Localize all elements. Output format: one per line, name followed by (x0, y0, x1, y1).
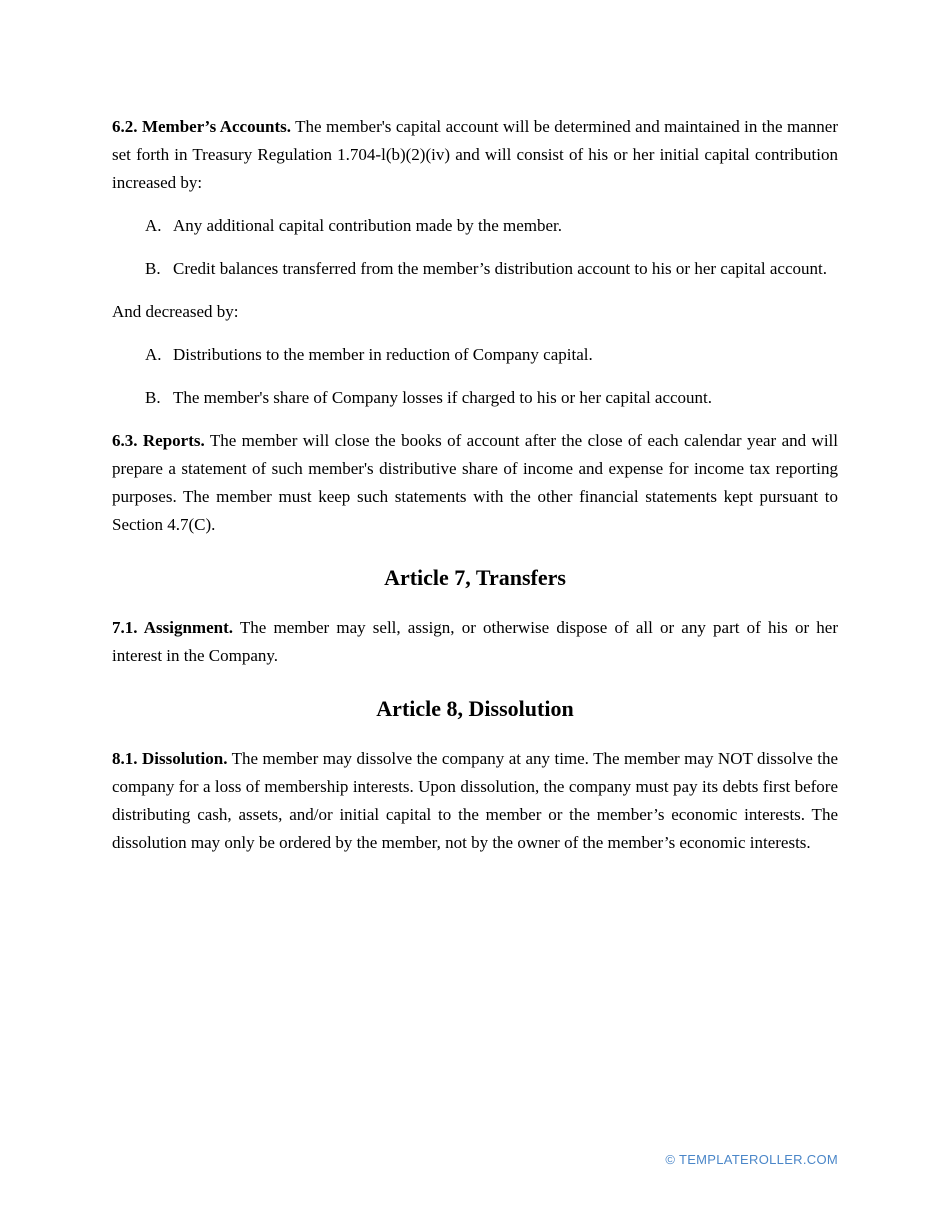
section-8-1-text: The member may dissolve the company at any time. The member may NOT dissolve the company for a loss of membership interests. Upon dissolution, the company must pay its debts first before distributing cash, assets, and/or initial capital to the member or the member’s economic interests. The dissolution may only be ordered by the member, not by the owner of the member’s economic interests. (112, 749, 838, 852)
list-item-text: Any additional capital contribution made by the member. (173, 216, 563, 235)
section-6-2-text: The member's capital account will be determined and maintained in the manner set forth in Treasury Regulation 1.704-l(b)(2)(iv) and will consist of his or her initial capital contribution increased by: (112, 117, 838, 192)
section-8-1-label: 8.1. Dissolution. (112, 749, 228, 768)
section-7-1-paragraph (112, 614, 838, 670)
article-8-heading: Article 8, Dissolution (376, 696, 574, 721)
article-7-heading: Article 7, Transfers (384, 565, 566, 590)
list-item (145, 255, 838, 283)
section-6-3-label: 6.3. Reports. (112, 431, 205, 450)
section-7-1-label: 7.1. Assignment. (112, 618, 233, 637)
list-item-text: The member's share of Company losses if charged to his or her capital account. (173, 388, 713, 407)
decreased-by-intro: And decreased by: (112, 302, 239, 321)
section-6-2-label: 6.2. Member’s Accounts. (112, 117, 292, 136)
section-7-1-text: The member may sell, assign, or otherwise dispose of all or any part of his or her interest in the Company. (112, 618, 838, 665)
list-item-text: Distributions to the member in reduction of Company capital. (173, 345, 593, 364)
list-item-marker: A. (145, 216, 162, 235)
section-6-2-paragraph (112, 113, 838, 197)
list-item-text: Credit balances transferred from the member’s distribution account to his or her capital account. (173, 259, 827, 278)
templateroller-link[interactable]: TEMPLATEROLLER.COM (678, 1152, 838, 1167)
list-item (145, 341, 838, 369)
copyright-symbol: © (665, 1152, 676, 1167)
list-item-marker: A. (145, 345, 162, 364)
decreased-by-list (145, 341, 838, 412)
list-item-marker: B. (145, 259, 161, 278)
section-6-3-text: The member will close the books of account after the close of each calendar year and will prepare a statement of such member's distributive share of income and expense for income tax reporting purposes. The member must keep such statements with the other financial statements kept pursuant to Section 4.7(C). (112, 431, 838, 534)
list-item-marker: B. (145, 388, 161, 407)
footer-branding (665, 1152, 838, 1167)
list-item (145, 384, 838, 412)
increased-by-list (145, 212, 838, 283)
section-8-1-paragraph (112, 745, 838, 857)
section-6-3-paragraph (112, 427, 838, 539)
list-item (145, 212, 838, 240)
